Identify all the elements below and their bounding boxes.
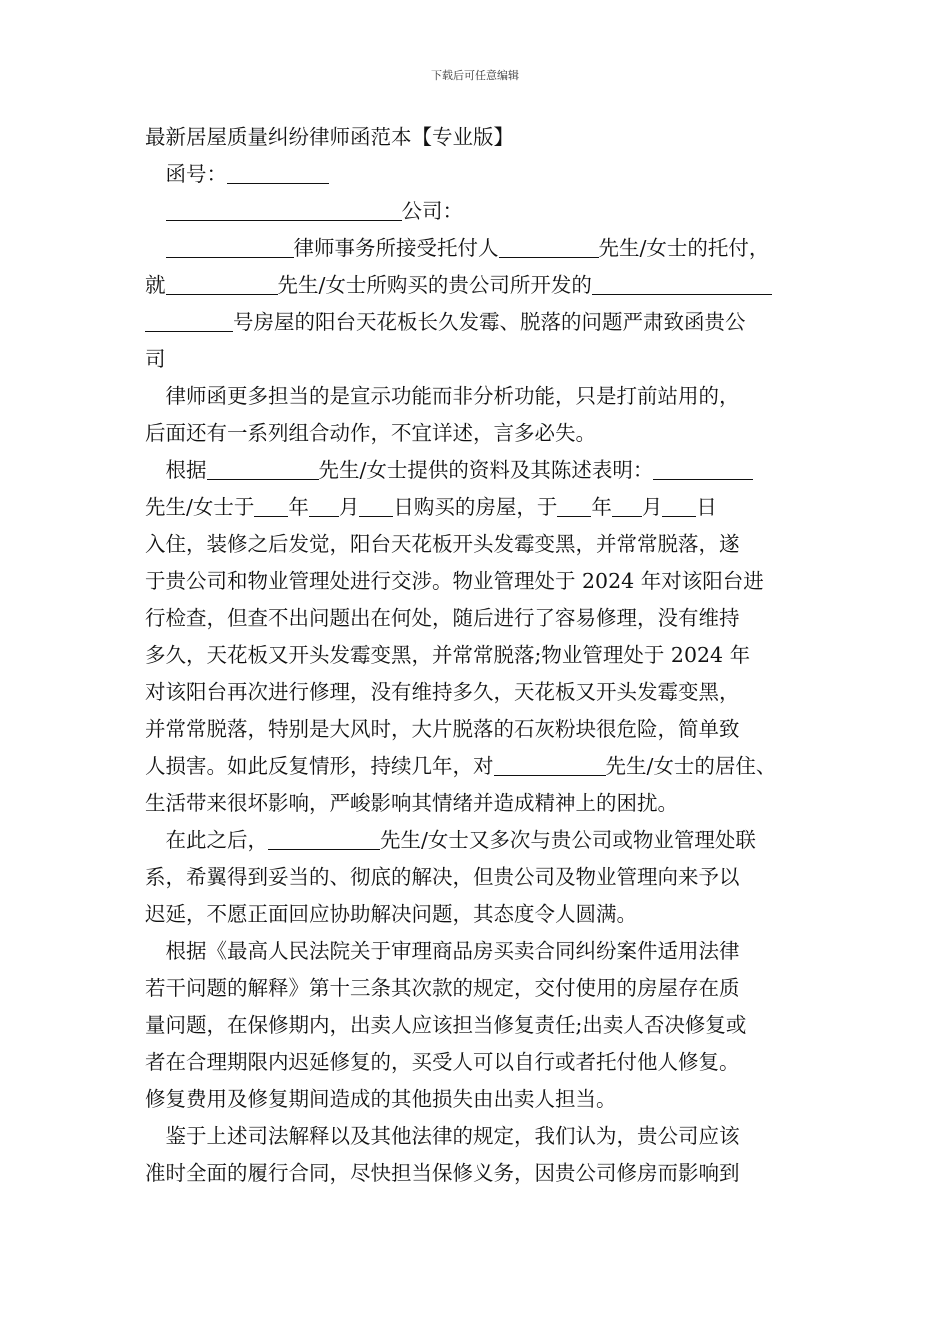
text-segment: 先生/女士又多次与贵公司或物业管理处联 bbox=[380, 828, 756, 852]
text-segment: 根据 bbox=[165, 458, 207, 482]
paragraph-line: 入住，装修之后发觉，阳台天花板开头发霉变黑，并常常脱落，遂 bbox=[145, 532, 740, 556]
paragraph-line: 系，希翼得到妥当的、彻底的解决，但贵公司及物业管理向来予以 bbox=[145, 865, 740, 889]
paragraph-line: 若干问题的解释》第十三条其次款的规定，交付使用的房屋存在质 bbox=[145, 976, 740, 1000]
paragraph-line bbox=[145, 267, 815, 304]
text-segment: 先生/女士所购买的贵公司所开发的 bbox=[277, 273, 592, 297]
paragraph-line: 行检查，但查不出问题出在何处，随后进行了容易修理，没有维持 bbox=[145, 606, 740, 630]
letter-body bbox=[145, 119, 815, 1192]
text-segment: 号房屋的阳台天花板长久发霉、脱落的问题严肃致函贵公 bbox=[233, 310, 746, 334]
blank-field bbox=[662, 496, 696, 517]
paragraph-line bbox=[145, 230, 815, 267]
blank-field bbox=[254, 496, 288, 517]
document-title: 最新居屋质量纠纷律师函范本【专业版】 bbox=[145, 125, 514, 149]
paragraph-line bbox=[145, 748, 815, 785]
text-segment: 日 bbox=[696, 495, 717, 519]
text-segment: 根据《最高人民法院关于审理商品房买卖合同纠纷案件适用法律 bbox=[165, 939, 740, 963]
paragraph-line: 修复费用及修复期间造成的其他损失由出卖人担当。 bbox=[145, 1087, 617, 1111]
paragraph-line bbox=[145, 822, 815, 859]
text-segment: 律师事务所接受托付人 bbox=[293, 236, 499, 260]
text-segment: 先生/女士提供的资料及其陈述表明： bbox=[318, 458, 654, 482]
text-segment: 先生/女士于 bbox=[145, 495, 255, 519]
page-header: 下载后可任意编辑 bbox=[431, 69, 519, 82]
blank-field bbox=[166, 200, 402, 221]
text-segment: 在此之后， bbox=[165, 828, 268, 852]
paragraph-line: 后面还有一系列组合动作，不宜详述，言多必失。 bbox=[145, 421, 596, 445]
paragraph-line bbox=[145, 1118, 815, 1155]
company-line bbox=[145, 193, 815, 230]
blank-field bbox=[166, 274, 278, 295]
blank-field bbox=[612, 496, 642, 517]
paragraph-line: 迟延，不愿正面回应协助解决问题，其态度令人圆满。 bbox=[145, 902, 637, 926]
blank-field bbox=[653, 459, 753, 480]
paragraph-line: 生活带来很坏影响，严峻影响其情绪并造成精神上的困扰。 bbox=[145, 791, 678, 815]
blank-field bbox=[309, 496, 339, 517]
blank-field bbox=[499, 237, 599, 258]
company-suffix: 公司： bbox=[401, 199, 463, 223]
paragraph-line: 对该阳台再次进行修理，没有维持多久，天花板又开头发霉变黑， bbox=[145, 680, 740, 704]
blank-field bbox=[494, 755, 606, 776]
paragraph-line: 于贵公司和物业管理处进行交涉。物业管理处于 2024 年对该阳台进 bbox=[145, 569, 764, 593]
blank-field bbox=[557, 496, 591, 517]
paragraph-line: 者在合理期限内迟延修复的，买受人可以自行或者托付他人修复。 bbox=[145, 1050, 740, 1074]
paragraph-line: 司 bbox=[145, 347, 166, 371]
paragraph-line bbox=[145, 452, 815, 489]
text-segment: 月 bbox=[641, 495, 663, 519]
blank-field bbox=[207, 459, 319, 480]
letter-number-line bbox=[145, 156, 815, 193]
blank-field bbox=[227, 163, 329, 184]
blank-field bbox=[145, 311, 233, 332]
blank-field bbox=[268, 829, 380, 850]
text-segment: 律师函更多担当的是宣示功能而非分析功能，只是打前站用的， bbox=[165, 384, 740, 408]
blank-field bbox=[592, 274, 772, 295]
text-segment: 人损害。如此反复情形，持续几年，对 bbox=[145, 754, 494, 778]
paragraph-line bbox=[145, 489, 815, 526]
text-segment: 年 bbox=[288, 495, 309, 519]
text-segment: 鉴于上述司法解释以及其他法律的规定，我们认为，贵公司应该 bbox=[165, 1124, 740, 1148]
paragraph-line: 并常常脱落，特别是大风时，大片脱落的石灰粉块很危险，简单致 bbox=[145, 717, 740, 741]
text-segment: 年 bbox=[591, 495, 612, 519]
text-segment: 日购买的房屋，于 bbox=[393, 495, 558, 519]
paragraph-line bbox=[145, 378, 815, 415]
paragraph-line: 准时全面的履行合同，尽快担当保修义务，因贵公司修房而影响到 bbox=[145, 1161, 740, 1185]
paragraph-line: 多久，天花板又开头发霉变黑，并常常脱落;物业管理处于 2024 年 bbox=[145, 643, 751, 667]
paragraph-line bbox=[145, 304, 815, 341]
paragraph-line bbox=[145, 933, 815, 970]
blank-field bbox=[166, 237, 294, 258]
paragraph-line: 量问题，在保修期内，出卖人应该担当修复责任;出卖人否决修复或 bbox=[145, 1013, 747, 1037]
text-segment: 先生/女士的居住、 bbox=[605, 754, 777, 778]
text-segment: 先生/女士的托付， bbox=[598, 236, 770, 260]
text-segment: 月 bbox=[338, 495, 360, 519]
letter-number-label: 函号： bbox=[165, 162, 227, 186]
blank-field bbox=[359, 496, 393, 517]
text-segment: 就 bbox=[145, 273, 166, 297]
